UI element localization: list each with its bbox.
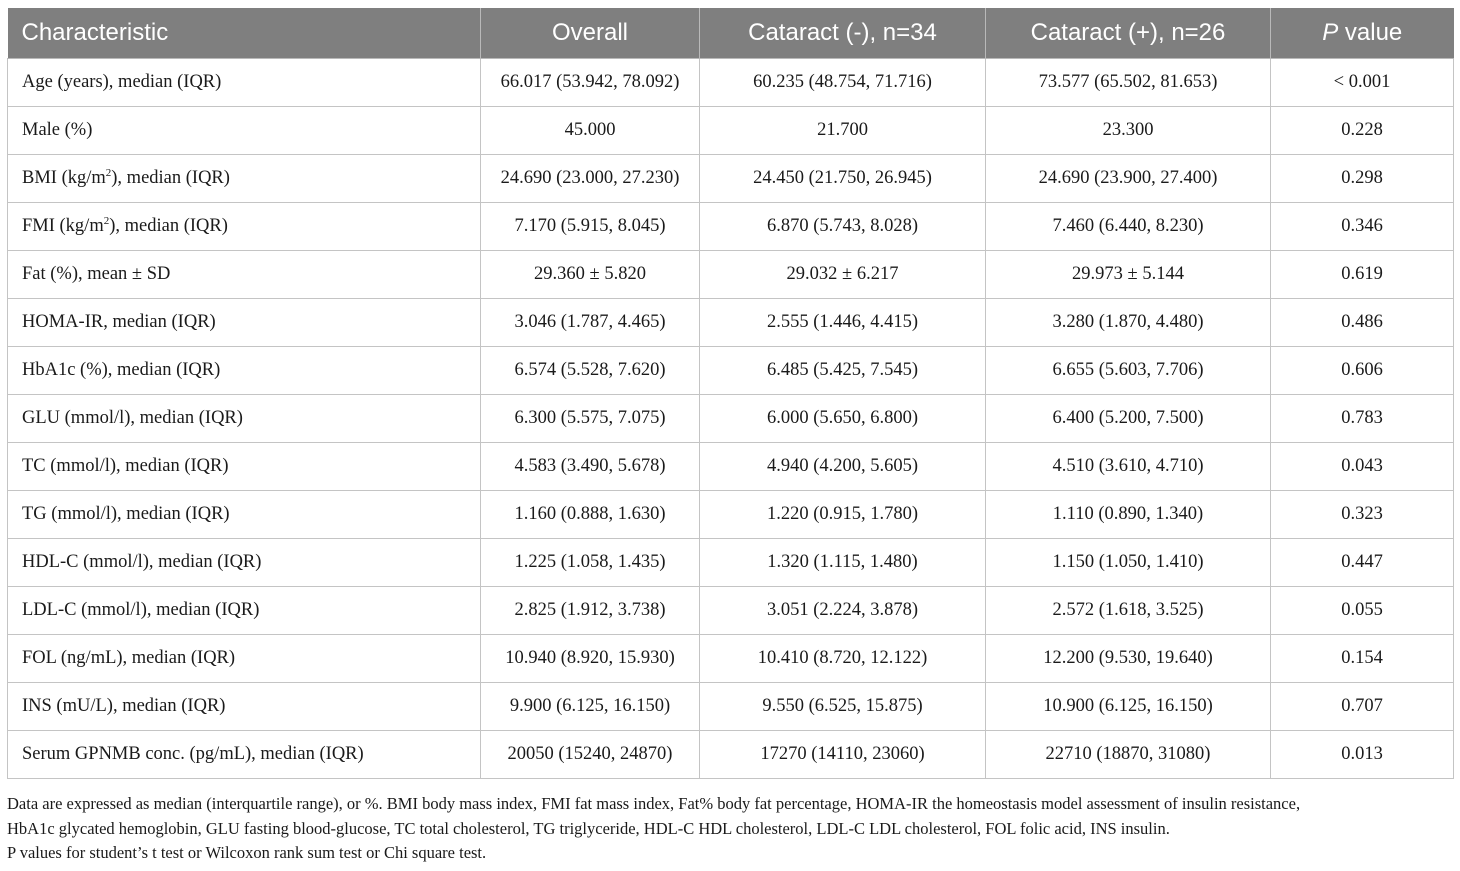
- row-label: [8, 155, 481, 203]
- header-cataract-positive: Cataract (+), n=26: [986, 8, 1271, 59]
- cell-overall: 24.690 (23.000, 27.230): [481, 155, 700, 203]
- cell-cataract-negative: 1.320 (1.115, 1.480): [700, 539, 986, 587]
- cell-p-value: 0.323: [1271, 491, 1454, 539]
- cell-cataract-positive: 1.150 (1.050, 1.410): [986, 539, 1271, 587]
- characteristics-table-container: [7, 8, 1453, 779]
- cell-cataract-negative: 1.220 (0.915, 1.780): [700, 491, 986, 539]
- table-row: [8, 683, 1454, 731]
- row-label: HDL-C (mmol/l), median (IQR): [8, 539, 481, 587]
- cell-p-value: 0.154: [1271, 635, 1454, 683]
- cell-cataract-positive: 24.690 (23.900, 27.400): [986, 155, 1271, 203]
- cell-cataract-negative: 6.485 (5.425, 7.545): [700, 347, 986, 395]
- cell-overall: 45.000: [481, 107, 700, 155]
- cell-overall: 7.170 (5.915, 8.045): [481, 203, 700, 251]
- row-label: Male (%): [8, 107, 481, 155]
- header-cataract-negative: Cataract (-), n=34: [700, 8, 986, 59]
- header-p-value: [1271, 8, 1454, 59]
- table-row: [8, 731, 1454, 779]
- table-row: [8, 443, 1454, 491]
- cell-cataract-positive: 3.280 (1.870, 4.480): [986, 299, 1271, 347]
- row-label: FOL (ng/mL), median (IQR): [8, 635, 481, 683]
- row-label: TG (mmol/l), median (IQR): [8, 491, 481, 539]
- row-label: INS (mU/L), median (IQR): [8, 683, 481, 731]
- cell-cataract-positive: 22710 (18870, 31080): [986, 731, 1271, 779]
- cell-p-value: 0.707: [1271, 683, 1454, 731]
- row-label-text: ), median (IQR): [109, 216, 228, 236]
- table-row: [8, 299, 1454, 347]
- table-header: [8, 8, 1454, 59]
- row-label: [8, 203, 481, 251]
- cell-cataract-negative: 21.700: [700, 107, 986, 155]
- cell-p-value: 0.043: [1271, 443, 1454, 491]
- cell-cataract-positive: 23.300: [986, 107, 1271, 155]
- header-p-letter: P: [1322, 19, 1339, 46]
- cell-p-value: 0.346: [1271, 203, 1454, 251]
- table-row: [8, 587, 1454, 635]
- cell-p-value: 0.783: [1271, 395, 1454, 443]
- cell-cataract-positive: 29.973 ± 5.144: [986, 251, 1271, 299]
- cell-p-value: 0.298: [1271, 155, 1454, 203]
- table-row: [8, 107, 1454, 155]
- cell-overall: 6.574 (5.528, 7.620): [481, 347, 700, 395]
- header-overall: Overall: [481, 8, 700, 59]
- cell-cataract-positive: 12.200 (9.530, 19.640): [986, 635, 1271, 683]
- table-row: [8, 491, 1454, 539]
- cell-cataract-negative: 4.940 (4.200, 5.605): [700, 443, 986, 491]
- cell-cataract-negative: 6.000 (5.650, 6.800): [700, 395, 986, 443]
- header-characteristic: Characteristic: [8, 8, 481, 59]
- cell-cataract-negative: 9.550 (6.525, 15.875): [700, 683, 986, 731]
- cell-p-value: 0.447: [1271, 539, 1454, 587]
- cell-cataract-negative: 6.870 (5.743, 8.028): [700, 203, 986, 251]
- cell-p-value: 0.486: [1271, 299, 1454, 347]
- cell-cataract-positive: 6.655 (5.603, 7.706): [986, 347, 1271, 395]
- table-body: [8, 59, 1454, 779]
- cell-p-value: 0.013: [1271, 731, 1454, 779]
- cell-cataract-negative: 2.555 (1.446, 4.415): [700, 299, 986, 347]
- cell-overall: 2.825 (1.912, 3.738): [481, 587, 700, 635]
- cell-cataract-positive: 1.110 (0.890, 1.340): [986, 491, 1271, 539]
- cell-cataract-negative: 60.235 (48.754, 71.716): [700, 59, 986, 107]
- cell-overall: 9.900 (6.125, 16.150): [481, 683, 700, 731]
- cell-overall: 4.583 (3.490, 5.678): [481, 443, 700, 491]
- cell-cataract-positive: 2.572 (1.618, 3.525): [986, 587, 1271, 635]
- cell-p-value: 0.228: [1271, 107, 1454, 155]
- row-label: HbA1c (%), median (IQR): [8, 347, 481, 395]
- header-p-suffix: value: [1338, 19, 1403, 46]
- row-label: TC (mmol/l), median (IQR): [8, 443, 481, 491]
- row-label: HOMA-IR, median (IQR): [8, 299, 481, 347]
- cell-overall: 1.160 (0.888, 1.630): [481, 491, 700, 539]
- cell-p-value: 0.619: [1271, 251, 1454, 299]
- row-label-superscript: 2: [103, 215, 110, 227]
- table-row: [8, 635, 1454, 683]
- footnote-line-2: HbA1c glycated hemoglobin, GLU fasting blood-glucose, TC total cholesterol, TG triglyceride, HDL-C HDL cholesterol, LDL-C LDL cholesterol, FOL folic acid, INS insulin.: [7, 818, 1170, 838]
- table-row: [8, 395, 1454, 443]
- row-label: GLU (mmol/l), median (IQR): [8, 395, 481, 443]
- footnote-line-1: Data are expressed as median (interquartile range), or %. BMI body mass index, FMI fat mass index, Fat% body fat percentage, HOMA-IR the homeostasis model assessment of insulin resistance,: [7, 794, 1301, 813]
- cell-p-value: 0.606: [1271, 347, 1454, 395]
- table-row: [8, 539, 1454, 587]
- cell-cataract-positive: 10.900 (6.125, 16.150): [986, 683, 1271, 731]
- cell-overall: 1.225 (1.058, 1.435): [481, 539, 700, 587]
- cell-cataract-negative: 17270 (14110, 23060): [700, 731, 986, 779]
- row-label-text: ), median (IQR): [111, 168, 230, 188]
- cell-overall: 66.017 (53.942, 78.092): [481, 59, 700, 107]
- cell-cataract-positive: 7.460 (6.440, 8.230): [986, 203, 1271, 251]
- cell-p-value: 0.055: [1271, 587, 1454, 635]
- cell-overall: 6.300 (5.575, 7.075): [481, 395, 700, 443]
- row-label-text: FMI (kg/m: [22, 216, 104, 236]
- table-row: [8, 59, 1454, 107]
- cell-overall: 29.360 ± 5.820: [481, 251, 700, 299]
- cell-overall: 3.046 (1.787, 4.465): [481, 299, 700, 347]
- header-row: [8, 8, 1454, 59]
- cell-p-value: < 0.001: [1271, 59, 1454, 107]
- cell-cataract-negative: 24.450 (21.750, 26.945): [700, 155, 986, 203]
- row-label: LDL-C (mmol/l), median (IQR): [8, 587, 481, 635]
- table-row: [8, 347, 1454, 395]
- row-label: Serum GPNMB conc. (pg/mL), median (IQR): [8, 731, 481, 779]
- row-label-superscript: 2: [105, 167, 112, 179]
- cell-overall: 20050 (15240, 24870): [481, 731, 700, 779]
- table-row: [8, 203, 1454, 251]
- cell-cataract-negative: 10.410 (8.720, 12.122): [700, 635, 986, 683]
- cell-cataract-positive: 4.510 (3.610, 4.710): [986, 443, 1271, 491]
- cell-cataract-negative: 3.051 (2.224, 3.878): [700, 587, 986, 635]
- row-label: Fat (%), mean ± SD: [8, 251, 481, 299]
- row-label-text: BMI (kg/m: [22, 168, 106, 188]
- table-row: [8, 251, 1454, 299]
- cell-cataract-positive: 73.577 (65.502, 81.653): [986, 59, 1271, 107]
- table-row: [8, 155, 1454, 203]
- cell-cataract-positive: 6.400 (5.200, 7.500): [986, 395, 1271, 443]
- footnote-line-3: P values for student’s t test or Wilcoxon rank sum test or Chi square test.: [7, 843, 487, 862]
- cell-cataract-negative: 29.032 ± 6.217: [700, 251, 986, 299]
- row-label: Age (years), median (IQR): [8, 59, 481, 107]
- table-footnote: [7, 792, 1457, 866]
- cell-overall: 10.940 (8.920, 15.930): [481, 635, 700, 683]
- characteristics-table: [7, 8, 1454, 779]
